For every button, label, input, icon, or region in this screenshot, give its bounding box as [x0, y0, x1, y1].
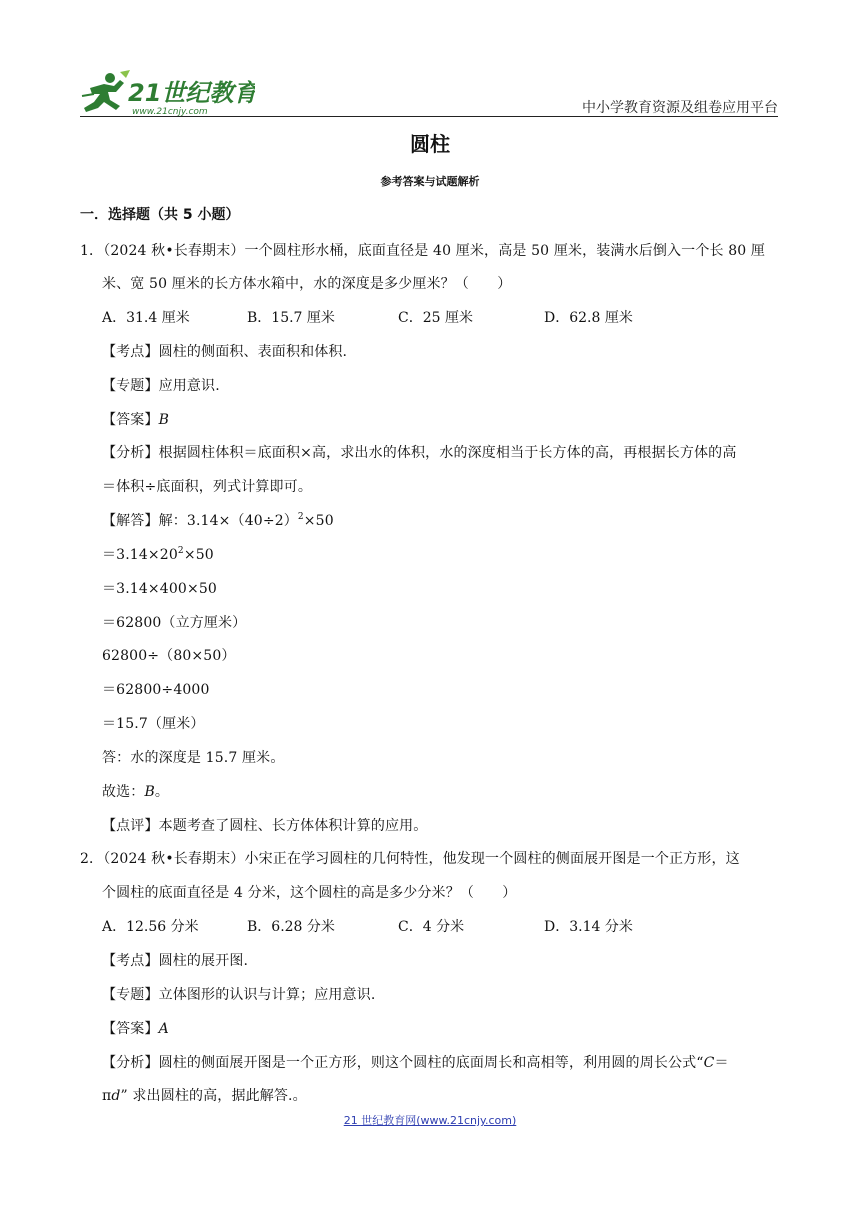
q1-option-b: B．15.7 厘米	[247, 310, 335, 326]
q1-solution-step2: $=3.14\times 20^2\times 50$	[102, 546, 214, 563]
footer-link[interactable]: 21 世纪教育网(www.21cnjy.com)	[343, 1114, 517, 1127]
site-logo	[80, 66, 255, 118]
q1-option-d: D．62.8 厘米	[544, 310, 633, 326]
page-title: 圆柱	[410, 132, 450, 156]
q1-kaodian: 【考点】圆柱的侧面积、表面积和体积.	[102, 344, 348, 360]
header-divider	[80, 116, 778, 117]
q1-option-c: C．25 厘米	[398, 310, 473, 326]
q2-option-a: A．12.56 分米	[102, 919, 199, 935]
q1-stem-line1: 1．（2024 秋•长春期末）一个圆柱形水桶，底面直径是 40 厘米，高是 50 厘米，装满水后倒入一个长 80 厘	[80, 243, 766, 259]
q2-analysis-line1: 【分析】圆柱的侧面展开图是一个正方形，则这个圆柱的底面周长和高相等，利用圆的周长公式“C＝	[102, 1055, 729, 1071]
q2-answer: 【答案】A	[102, 1021, 169, 1037]
q1-solution-step5: 62800÷（80×50）	[102, 648, 236, 664]
q2-stem-line2: 个圆柱的底面直径是 4 分米，这个圆柱的高是多少分米？（ ）	[102, 885, 517, 901]
q2-stem-line1: 2．（2024 秋•长春期末）小宋正在学习圆柱的几何特性，他发现一个圆柱的侧面展开图是一个正方形，这	[80, 851, 740, 867]
q1-solution-line1: 【解答】解：$3.14\times(40\div 2)^2\times 50$	[102, 512, 334, 529]
q1-answer: 【答案】B	[102, 412, 170, 428]
q2-kaodian: 【考点】圆柱的展开图.	[102, 953, 249, 969]
q1-option-a: A．31.4 厘米	[102, 310, 190, 326]
q1-choice: 故选：B。	[102, 784, 170, 800]
q1-solution-step6: ＝62800÷4000	[102, 682, 210, 698]
q1-final-answer: 答：水的深度是 15.7 厘米。	[102, 750, 285, 766]
q1-solution-step3: ＝3.14×400×50	[102, 581, 217, 597]
q1-stem-line2: 米、宽 50 厘米的长方体水箱中，水的深度是多少厘米？（ ）	[102, 276, 512, 292]
q2-zhuanti: 【专题】立体图形的认识与计算；应用意识.	[102, 987, 376, 1003]
section-heading: 一．选择题（共 5 小题）	[80, 207, 240, 223]
q1-solution-step4: ＝62800（立方厘米）	[102, 615, 247, 631]
q1-zhuanti: 【专题】应用意识.	[102, 378, 220, 394]
runner-icon	[82, 70, 130, 112]
q2-analysis-line2: πd” 求出圆柱的高，据此解答.。	[102, 1088, 307, 1104]
svg-text:www.21cnjy.com: www.21cnjy.com	[132, 107, 208, 117]
q1-analysis-line1: 【分析】根据圆柱体积＝底面积×高，求出水的体积，水的深度相当于长方体的高，再根据长方体的高	[102, 445, 737, 461]
page-subtitle: 参考答案与试题解析	[380, 175, 480, 188]
platform-name: 中小学教育资源及组卷应用平台	[582, 100, 778, 116]
q2-option-b: B．6.28 分米	[247, 919, 335, 935]
svg-text:21世纪教育: 21世纪教育	[128, 79, 255, 107]
q2-option-d: D．3.14 分米	[544, 919, 633, 935]
q1-review: 【点评】本题考查了圆柱、长方体体积计算的应用。	[102, 818, 428, 834]
q1-analysis-line2: ＝体积÷底面积，列式计算即可。	[102, 479, 312, 495]
q2-option-c: C．4 分米	[398, 919, 465, 935]
q1-solution-step7: ＝15.7（厘米）	[102, 716, 205, 732]
